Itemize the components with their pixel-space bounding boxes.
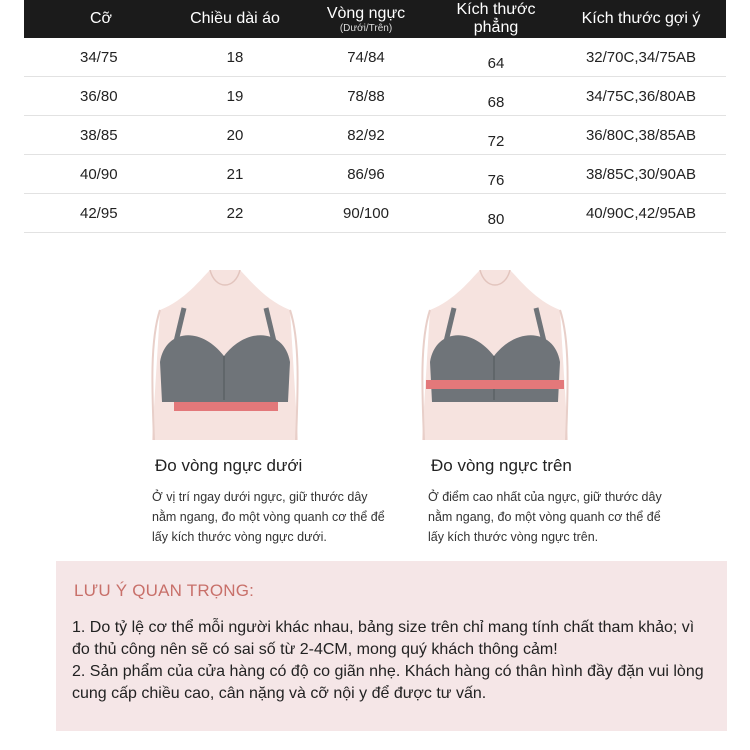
cell-length: 20: [226, 126, 244, 144]
cell-size: 42/95: [80, 204, 118, 222]
overbust-illustration: [410, 270, 580, 440]
cell-bust: 78/88: [347, 87, 385, 105]
table-row: [24, 77, 726, 116]
cell-suggest: 36/80C,38/85AB: [585, 126, 697, 144]
note-body: [72, 617, 712, 705]
cell-flat: 68: [487, 93, 505, 111]
cell-size: 34/75: [80, 48, 118, 66]
cell-suggest: 38/85C,30/90AB: [585, 165, 697, 183]
cell-flat: 64: [487, 54, 505, 72]
cell-flat: 80: [487, 210, 505, 228]
cell-length: 18: [226, 48, 244, 66]
note-title: LƯU Ý QUAN TRỌNG:: [74, 581, 255, 600]
important-note-panel: [56, 561, 727, 731]
header-suggest: Kích thước gợi ý: [581, 10, 701, 27]
cell-size: 36/80: [80, 87, 118, 105]
cell-suggest: 34/75C,36/80AB: [585, 87, 697, 105]
cell-flat: 72: [487, 132, 505, 150]
table-row: [24, 194, 726, 233]
header-bust: [296, 5, 436, 34]
measuring-tape: [426, 380, 564, 389]
cell-suggest: 32/70C,34/75AB: [585, 48, 697, 66]
measuring-tape: [174, 402, 278, 411]
overbust-description: Ở điểm cao nhất của ngực, giữ thước dây nằm ngang, đo một vòng quanh cơ thể để lấy kích thước vòng ngực trên.: [428, 490, 662, 544]
cell-size: 40/90: [80, 165, 118, 183]
cell-size: 38/85: [80, 126, 118, 144]
cell-bust: 74/84: [347, 48, 385, 66]
size-table: [24, 0, 726, 233]
underbust-description: Ở vị trí ngay dưới ngực, giữ thước dây nằm ngang, đo một vòng quanh cơ thể để lấy kích thước vòng ngực dưới.: [152, 490, 385, 544]
cell-suggest: 40/90C,42/95AB: [585, 204, 697, 222]
table-row: [24, 155, 726, 194]
header-bust-sub: (Dưới/Trên): [339, 22, 393, 34]
underbust-illustration: [140, 270, 310, 440]
cell-bust: 86/96: [347, 165, 385, 183]
cell-length: 21: [226, 165, 244, 183]
note-line-1: 1. Do tỷ lệ cơ thể mỗi người khác nhau, bảng size trên chỉ mang tính chất tham khảo; vì đo thủ công nên sẽ có sai số từ 2-4CM, mong quý khách thông cảm!: [72, 619, 695, 658]
note-line-2: 2. Sản phẩm của cửa hàng có độ co giãn nhẹ. Khách hàng có thân hình đầy đặn vui lòng cung cấp chiều cao, cân nặng và cỡ nội y để được tư vấn.: [72, 663, 704, 702]
torso-overbust-image: [410, 270, 580, 440]
torso-underbust-image: [140, 270, 310, 440]
overbust-title: Đo vòng ngực trên: [431, 456, 572, 475]
cell-length: 22: [226, 204, 244, 222]
cell-bust: 82/92: [347, 126, 385, 144]
header-flat: Kích thước phẳng: [456, 1, 536, 36]
table-row: [24, 116, 726, 155]
header-bust-label: Vòng ngực: [326, 4, 406, 22]
cell-length: 19: [226, 87, 244, 105]
cell-bust: 90/100: [343, 204, 389, 222]
underbust-title: Đo vòng ngực dưới: [155, 456, 303, 475]
header-length: Chiều dài áo: [190, 10, 280, 27]
table-row: [24, 38, 726, 77]
header-size: Cỡ: [90, 10, 113, 27]
cell-flat: 76: [487, 171, 505, 189]
table-header: [24, 0, 726, 38]
